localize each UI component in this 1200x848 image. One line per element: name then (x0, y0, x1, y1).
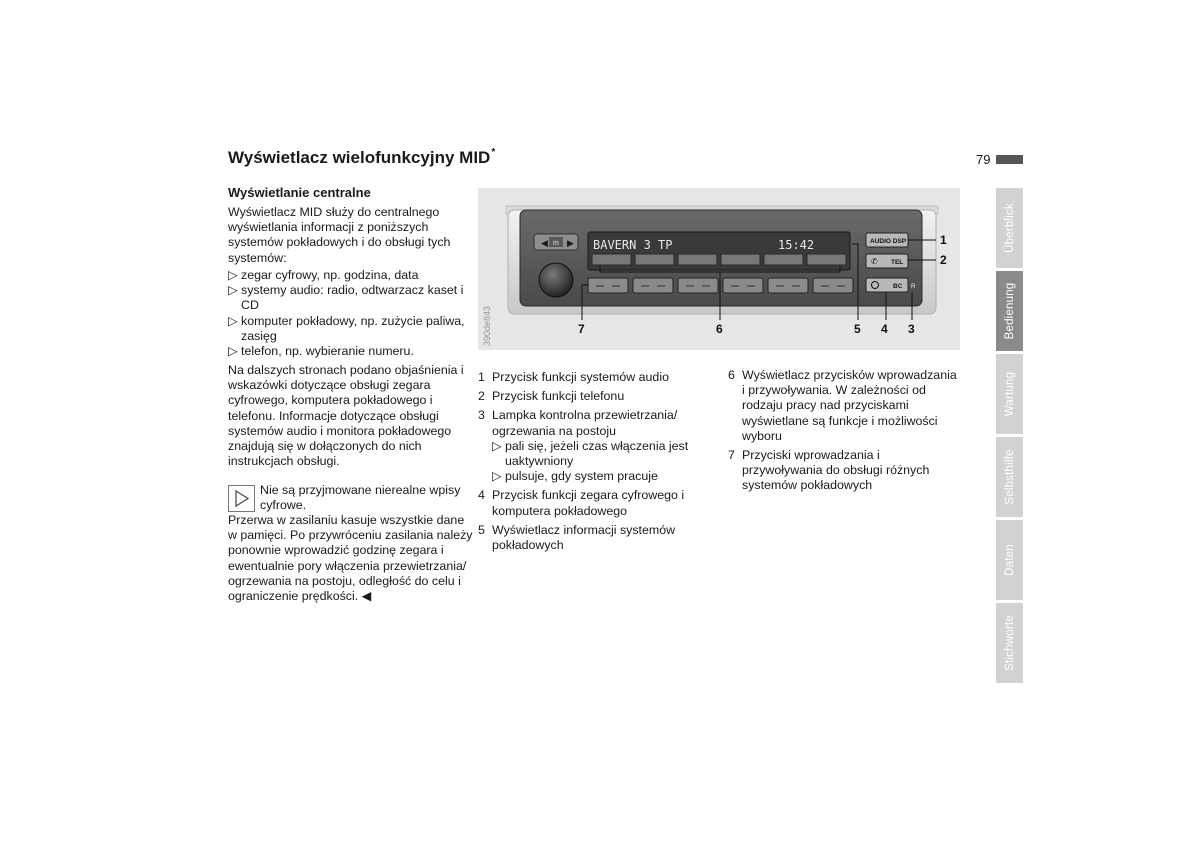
legend-sub-text: pali się, jeżeli czas włączenia jest uaktywniony (505, 438, 689, 469)
page-title-text: Wyświetlacz wielofunkcyjny MID (228, 148, 491, 167)
legend-list (728, 368, 960, 498)
tab-stichworte[interactable] (996, 603, 1023, 683)
tab-daten[interactable] (996, 520, 1023, 600)
display-station: BAVERN 3 TP (593, 238, 673, 252)
legend-item (478, 523, 708, 553)
legend-item (478, 408, 708, 484)
input-button[interactable] (678, 278, 718, 293)
section-heading: Wyświetlanie centralne (228, 185, 371, 200)
display-segment (635, 254, 674, 265)
callout-3: 3 (908, 322, 915, 336)
display-segment (721, 254, 760, 265)
tel-button-label: TEL (891, 259, 904, 266)
tab-label: Stichworte (1003, 615, 1016, 671)
display-time: 15:42 (778, 238, 815, 252)
triangle-bullet-icon: ▷ (228, 344, 238, 359)
image-code: 390de843 (482, 305, 492, 346)
legend-item (478, 488, 708, 518)
callout-4: 4 (881, 322, 888, 336)
prev-arrow-icon: ◀ (541, 238, 548, 248)
legend-number: 1 (478, 370, 485, 384)
callout-7: 7 (578, 322, 585, 336)
list-item-text: systemy audio: radio, odtwarzacz kaset i CD (241, 283, 464, 313)
triangle-bullet-icon: ▷ (228, 313, 238, 328)
input-button[interactable] (768, 278, 808, 293)
input-button[interactable] (633, 278, 673, 293)
triangle-bullet-icon: ▷ (492, 438, 502, 453)
legend-sub-item (492, 439, 708, 469)
legend-number: 5 (478, 522, 485, 537)
tab-selbsthilfe[interactable] (996, 437, 1023, 517)
legend-list (478, 370, 708, 557)
callout-1: 1 (940, 233, 947, 247)
display-segment (678, 254, 717, 265)
display-segment (807, 254, 846, 265)
legend-number: 3 (478, 408, 485, 423)
optional-equipment-mark: * (491, 147, 496, 158)
bc-button-label: BC (893, 283, 903, 290)
tab-wartung[interactable] (996, 354, 1023, 434)
legend-text: Przyciski wprowadzania i przywoływania do obsługi różnych systemów pokładowych (742, 448, 930, 493)
mid-illustration (478, 188, 960, 350)
legend-item (478, 389, 708, 404)
triangle-bullet-icon: ▷ (228, 268, 238, 282)
tab-label: Daten (1003, 544, 1016, 576)
page-title (228, 148, 495, 168)
m-button-label: m (553, 240, 559, 247)
input-button[interactable] (723, 278, 763, 293)
tab-label: Wartung (1003, 371, 1016, 417)
note-icon (228, 485, 255, 512)
list-item (228, 314, 468, 344)
phone-icon: ✆ (871, 257, 878, 266)
para3-text: Przerwa w zasilaniu kasuje wszystkie dane w pamięci. Po przywróceniu zasilania należy ponownie wprowadzić godzinę zegara i ewentualnie pory włączenia przewietrzania/ ogrzewania na postoju, odległość do celu i ograniczenie prędkości. (228, 513, 473, 604)
input-button[interactable] (588, 278, 628, 293)
mid-display-figure (478, 188, 960, 350)
next-arrow-icon: ▶ (567, 238, 574, 248)
indicator-lamp: R (911, 284, 916, 290)
body-paragraph: Na dalszych stronach podano objaśnienia i wskazówki dotyczące obsługi zegara cyfrowego, komputera pokładowego i telefonu. Informacje dotyczące obsługi systemów audio i monitora pokładowego znajdują się w dołączonych do nich instrukcjach obsługi. (228, 363, 464, 469)
legend-text: Wyświetlacz informacji systemów pokładowych (492, 522, 676, 553)
triangle-bullet-icon: ▷ (492, 469, 502, 484)
page-number: 79 (976, 152, 991, 167)
list-item (228, 268, 468, 283)
bullet-list (228, 268, 468, 359)
legend-text: Przycisk funkcji systemów audio (492, 370, 669, 384)
end-mark-icon: ◀ (361, 589, 372, 604)
tab-label: Überblick (1003, 203, 1016, 253)
input-button[interactable] (813, 278, 853, 293)
display-segment (764, 254, 803, 265)
legend-text: Przycisk funkcji telefonu (492, 389, 625, 404)
list-item-text: komputer pokładowy, np. zużycie paliwa, zasięg (241, 313, 465, 343)
callout-6: 6 (716, 322, 723, 336)
legend-text: Przycisk funkcji zegara cyfrowego i komputera pokładowego (492, 488, 685, 518)
legend-sub-text: pulsuje, gdy system pracuje (505, 469, 658, 484)
tab-label: Selbsthilfe (1003, 449, 1016, 505)
volume-knob[interactable] (539, 263, 573, 297)
legend-item (728, 368, 960, 444)
audio-button-label: AUDIO DSP (870, 238, 907, 245)
list-item (228, 283, 468, 313)
tab-label: Bedienung (1003, 282, 1016, 340)
display-segment (592, 254, 631, 265)
legend-sub-item (492, 469, 708, 484)
legend-item (478, 370, 708, 385)
callout-5: 5 (854, 322, 861, 336)
legend-text: Lampka kontrolna przewietrzania/ ogrzewania na postoju (492, 408, 678, 438)
legend-item (728, 448, 960, 494)
callout-2: 2 (940, 253, 947, 267)
list-item-text: zegar cyfrowy, np. godzina, data (241, 268, 419, 282)
body-paragraph (228, 513, 473, 604)
list-item (228, 344, 468, 359)
intro-paragraph: Wyświetlacz MID służy do centralnego wyświetlania informacji z poniższych systemów pokładowych i do obsługi tych systemów: (228, 205, 451, 265)
legend-number: 4 (478, 488, 485, 503)
legend-number: 2 (478, 389, 485, 404)
page-marker-bar (996, 155, 1023, 164)
legend-text: Wyświetlacz przycisków wprowadzania i przywoływania. W zależności od rodzaju pracy nad przyciskami wyświetlane są funkcje i możliwości wyboru (742, 368, 957, 443)
triangle-bullet-icon: ▷ (228, 283, 238, 298)
note-text: Nie są przyjmowane nierealne wpisy cyfrowe. (260, 483, 461, 513)
legend-number: 6 (728, 368, 735, 382)
tab-ueberblick[interactable] (996, 188, 1023, 268)
tab-bedienung[interactable] (996, 271, 1023, 351)
list-item-text: telefon, np. wybieranie numeru. (241, 344, 414, 359)
legend-number: 7 (728, 448, 735, 463)
